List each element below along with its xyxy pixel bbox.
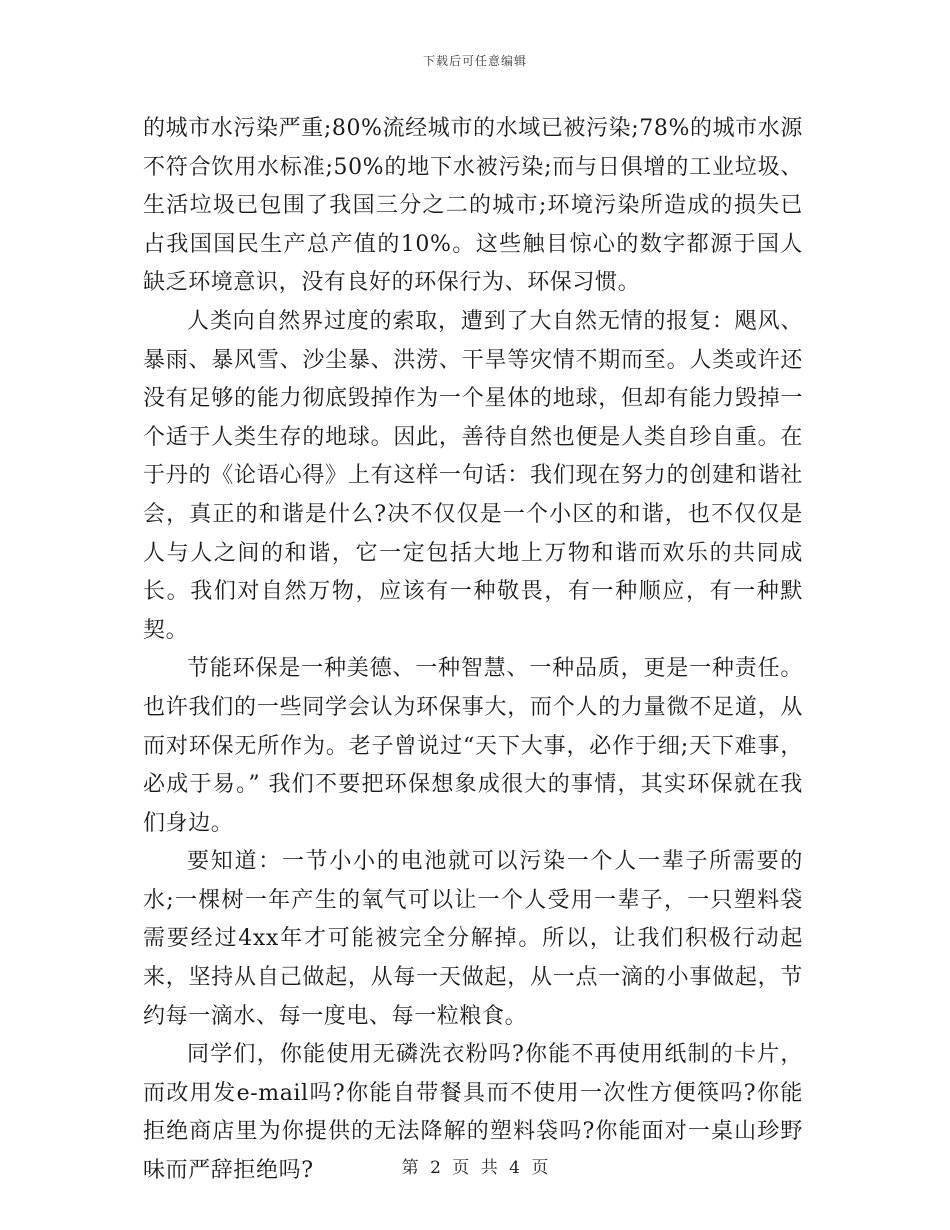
paragraph-4: 要知道：一节小小的电池就可以污染一个人一辈子所需要的水;一棵树一年产生的氧气可以让一个人受用一辈子，一只塑料袋需要经过4xx年才可能被完全分解掉。所以，让我们积极行动起来，坚持从自己做起，从每一天做起，从一点一滴的小事做起，节约每一滴水、每一度电、每一粒粮食。 — [143, 849, 803, 1029]
page-number-footer: 第 2 页 共 4 页 — [401, 1158, 549, 1178]
document-body — [143, 110, 803, 1191]
page-header: 下载后可任意编辑 — [422, 54, 527, 68]
paragraph-2: 人类向自然界过度的索取，遭到了大自然无情的报复：飓风、暴雨、暴风雪、沙尘暴、洪涝、干旱等灾情不期而至。人类或许还没有足够的能力彻底毁掉作为一个星体的地球，但却有能力毁掉一个适于人类生存的地球。因此，善待自然也便是人类自珍自重。在于丹的《论语心得》上有这样一句话：我们现在努力的创建和谐社会，真正的和谐是什么?决不仅仅是一个小区的和谐，也不仅仅是人与人之间的和谐，它一定包括大地上万物和谐而欢乐的共同成长。我们对自然万物，应该有一种敬畏，有一种顺应，有一种默契。 — [143, 308, 803, 643]
paragraph-1: 的城市水污染严重;80%流经城市的水域已被污染;78%的城市水源不符合饮用水标准;50%的地下水被污染;而与日俱增的工业垃圾、生活垃圾已包围了我国三分之二的城市;环境污染所造成的损失已占我国国民生产总产值的10%。这些触目惊心的数字都源于国人缺乏环境意识，没有良好的环保行为、环保习惯。 — [143, 116, 803, 296]
paragraph-3: 节能环保是一种美德、一种智慧、一种品质，更是一种责任。也许我们的一些同学会认为环保事大，而个人的力量微不足道，从而对环保无所作为。老子曾说过“天下大事，必作于细;天下难事，必成于易。” 我们不要把环保想象成很大的事情，其实环保就在我们身边。 — [143, 656, 803, 836]
paragraph-5: 同学们，你能使用无磷洗衣粉吗?你能不再使用纸制的卡片，而改用发e-mail吗?你能自带餐具而不使用一次性方便筷吗?你能拒绝商店里为你提供的无法降解的塑料袋吗?你能面对一桌山珍野味而严辞拒绝吗? — [143, 1042, 803, 1184]
